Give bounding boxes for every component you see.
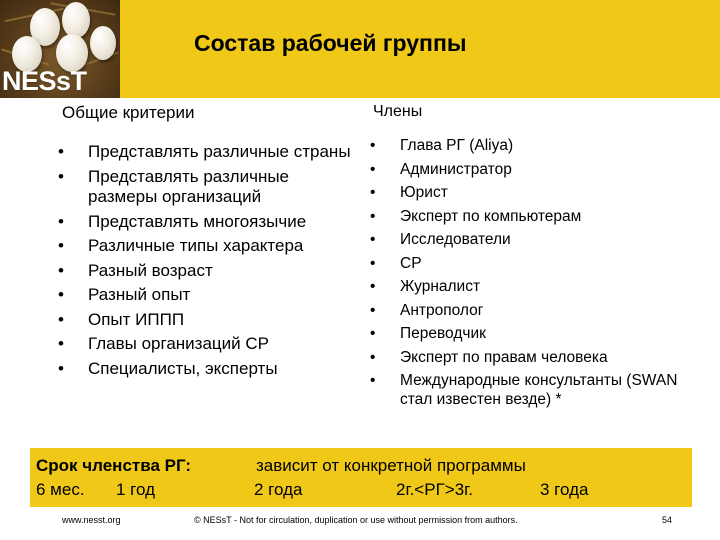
list-item [58, 334, 358, 355]
bullet-icon: • [370, 184, 376, 201]
page-title: Состав рабочей группы [194, 30, 467, 56]
list-item [370, 208, 710, 227]
term-label: Срок членства РГ: [36, 456, 192, 475]
list-item-text: Юрист [400, 184, 448, 201]
bullet-icon: • [58, 211, 64, 231]
list-item-text: Исследователи [400, 231, 511, 248]
list-item [370, 302, 710, 321]
list-item [370, 231, 710, 250]
list-item-text: Различные типы характера [88, 236, 304, 255]
nesst-logo-text: NESsT [2, 66, 87, 96]
list-item [370, 372, 710, 410]
term-depends-text: зависит от конкретной программы [256, 456, 526, 475]
list-item-text: Главы организаций СР [88, 334, 269, 353]
bullet-icon: • [370, 137, 376, 154]
members-list [370, 137, 710, 414]
list-item-text: Специалисты, эксперты [88, 358, 278, 378]
criteria-heading: Общие критерии [62, 103, 195, 122]
membership-term-band [30, 448, 692, 507]
list-item [370, 325, 710, 344]
list-item-text: Опыт ИППП [88, 309, 185, 329]
list-item [58, 212, 358, 233]
bullet-icon: • [58, 142, 64, 161]
list-item-text: Международные консультанты (SWAN стал известен везде) * [400, 372, 678, 408]
list-item [370, 255, 710, 274]
bullet-icon: • [370, 254, 376, 272]
bullet-icon: • [370, 231, 376, 248]
bullet-icon: • [58, 166, 64, 186]
bullet-icon: • [58, 260, 64, 280]
list-item-text: Глава РГ (Aliya) [400, 137, 514, 154]
term-option-2-3-years: 2г.<РГ>3г. [396, 480, 474, 499]
footer-website-link[interactable]: www.nesst.org [62, 515, 121, 525]
list-item-text: Разный опыт [88, 285, 191, 304]
list-item [58, 167, 358, 208]
bullet-icon: • [370, 348, 376, 366]
term-option-6-months: 6 мес. [36, 480, 85, 499]
bullet-icon: • [370, 301, 376, 319]
list-item-text: Представлять различные размеры организаций [88, 166, 290, 206]
footer-copyright: © NESsT - Not for circulation, duplication or use without permission from authors. [194, 515, 518, 525]
bullet-icon: • [58, 285, 64, 304]
term-option-2-years: 2 года [254, 480, 303, 499]
list-item-text: Журналист [400, 278, 481, 295]
list-item [58, 142, 358, 163]
list-item [58, 236, 358, 257]
bullet-icon: • [370, 325, 376, 342]
term-option-3-years: 3 года [540, 480, 589, 499]
list-item [58, 261, 358, 282]
list-item-text: Представлять многоязычие [88, 211, 307, 231]
list-item-text: Представлять различные страны [88, 142, 351, 161]
list-item [58, 310, 358, 331]
bullet-icon: • [58, 334, 64, 353]
list-item [58, 359, 358, 380]
bullet-icon: • [58, 358, 64, 378]
list-item-text: Разный возраст [88, 260, 213, 280]
list-item-text: Эксперт по компьютерам [400, 207, 582, 225]
list-item [370, 161, 710, 180]
list-item [370, 349, 710, 368]
bullet-icon: • [58, 236, 64, 255]
list-item-text: Антрополог [400, 301, 484, 319]
list-item-text: СР [400, 254, 422, 272]
list-item [370, 278, 710, 297]
criteria-list [58, 142, 358, 383]
bullet-icon: • [370, 207, 376, 225]
list-item-text: Эксперт по правам человека [400, 348, 608, 366]
bullet-icon: • [370, 160, 376, 178]
members-heading: Члены [373, 103, 423, 120]
bullet-icon: • [370, 278, 376, 295]
footer-page-number: 54 [662, 515, 673, 525]
list-item-text: Переводчик [400, 325, 486, 342]
list-item-text: Администратор [400, 160, 512, 178]
list-item [370, 137, 710, 156]
term-option-1-year: 1 год [116, 480, 156, 499]
bullet-icon: • [370, 372, 376, 389]
list-item [58, 285, 358, 306]
bullet-icon: • [58, 309, 64, 329]
list-item [370, 184, 710, 203]
